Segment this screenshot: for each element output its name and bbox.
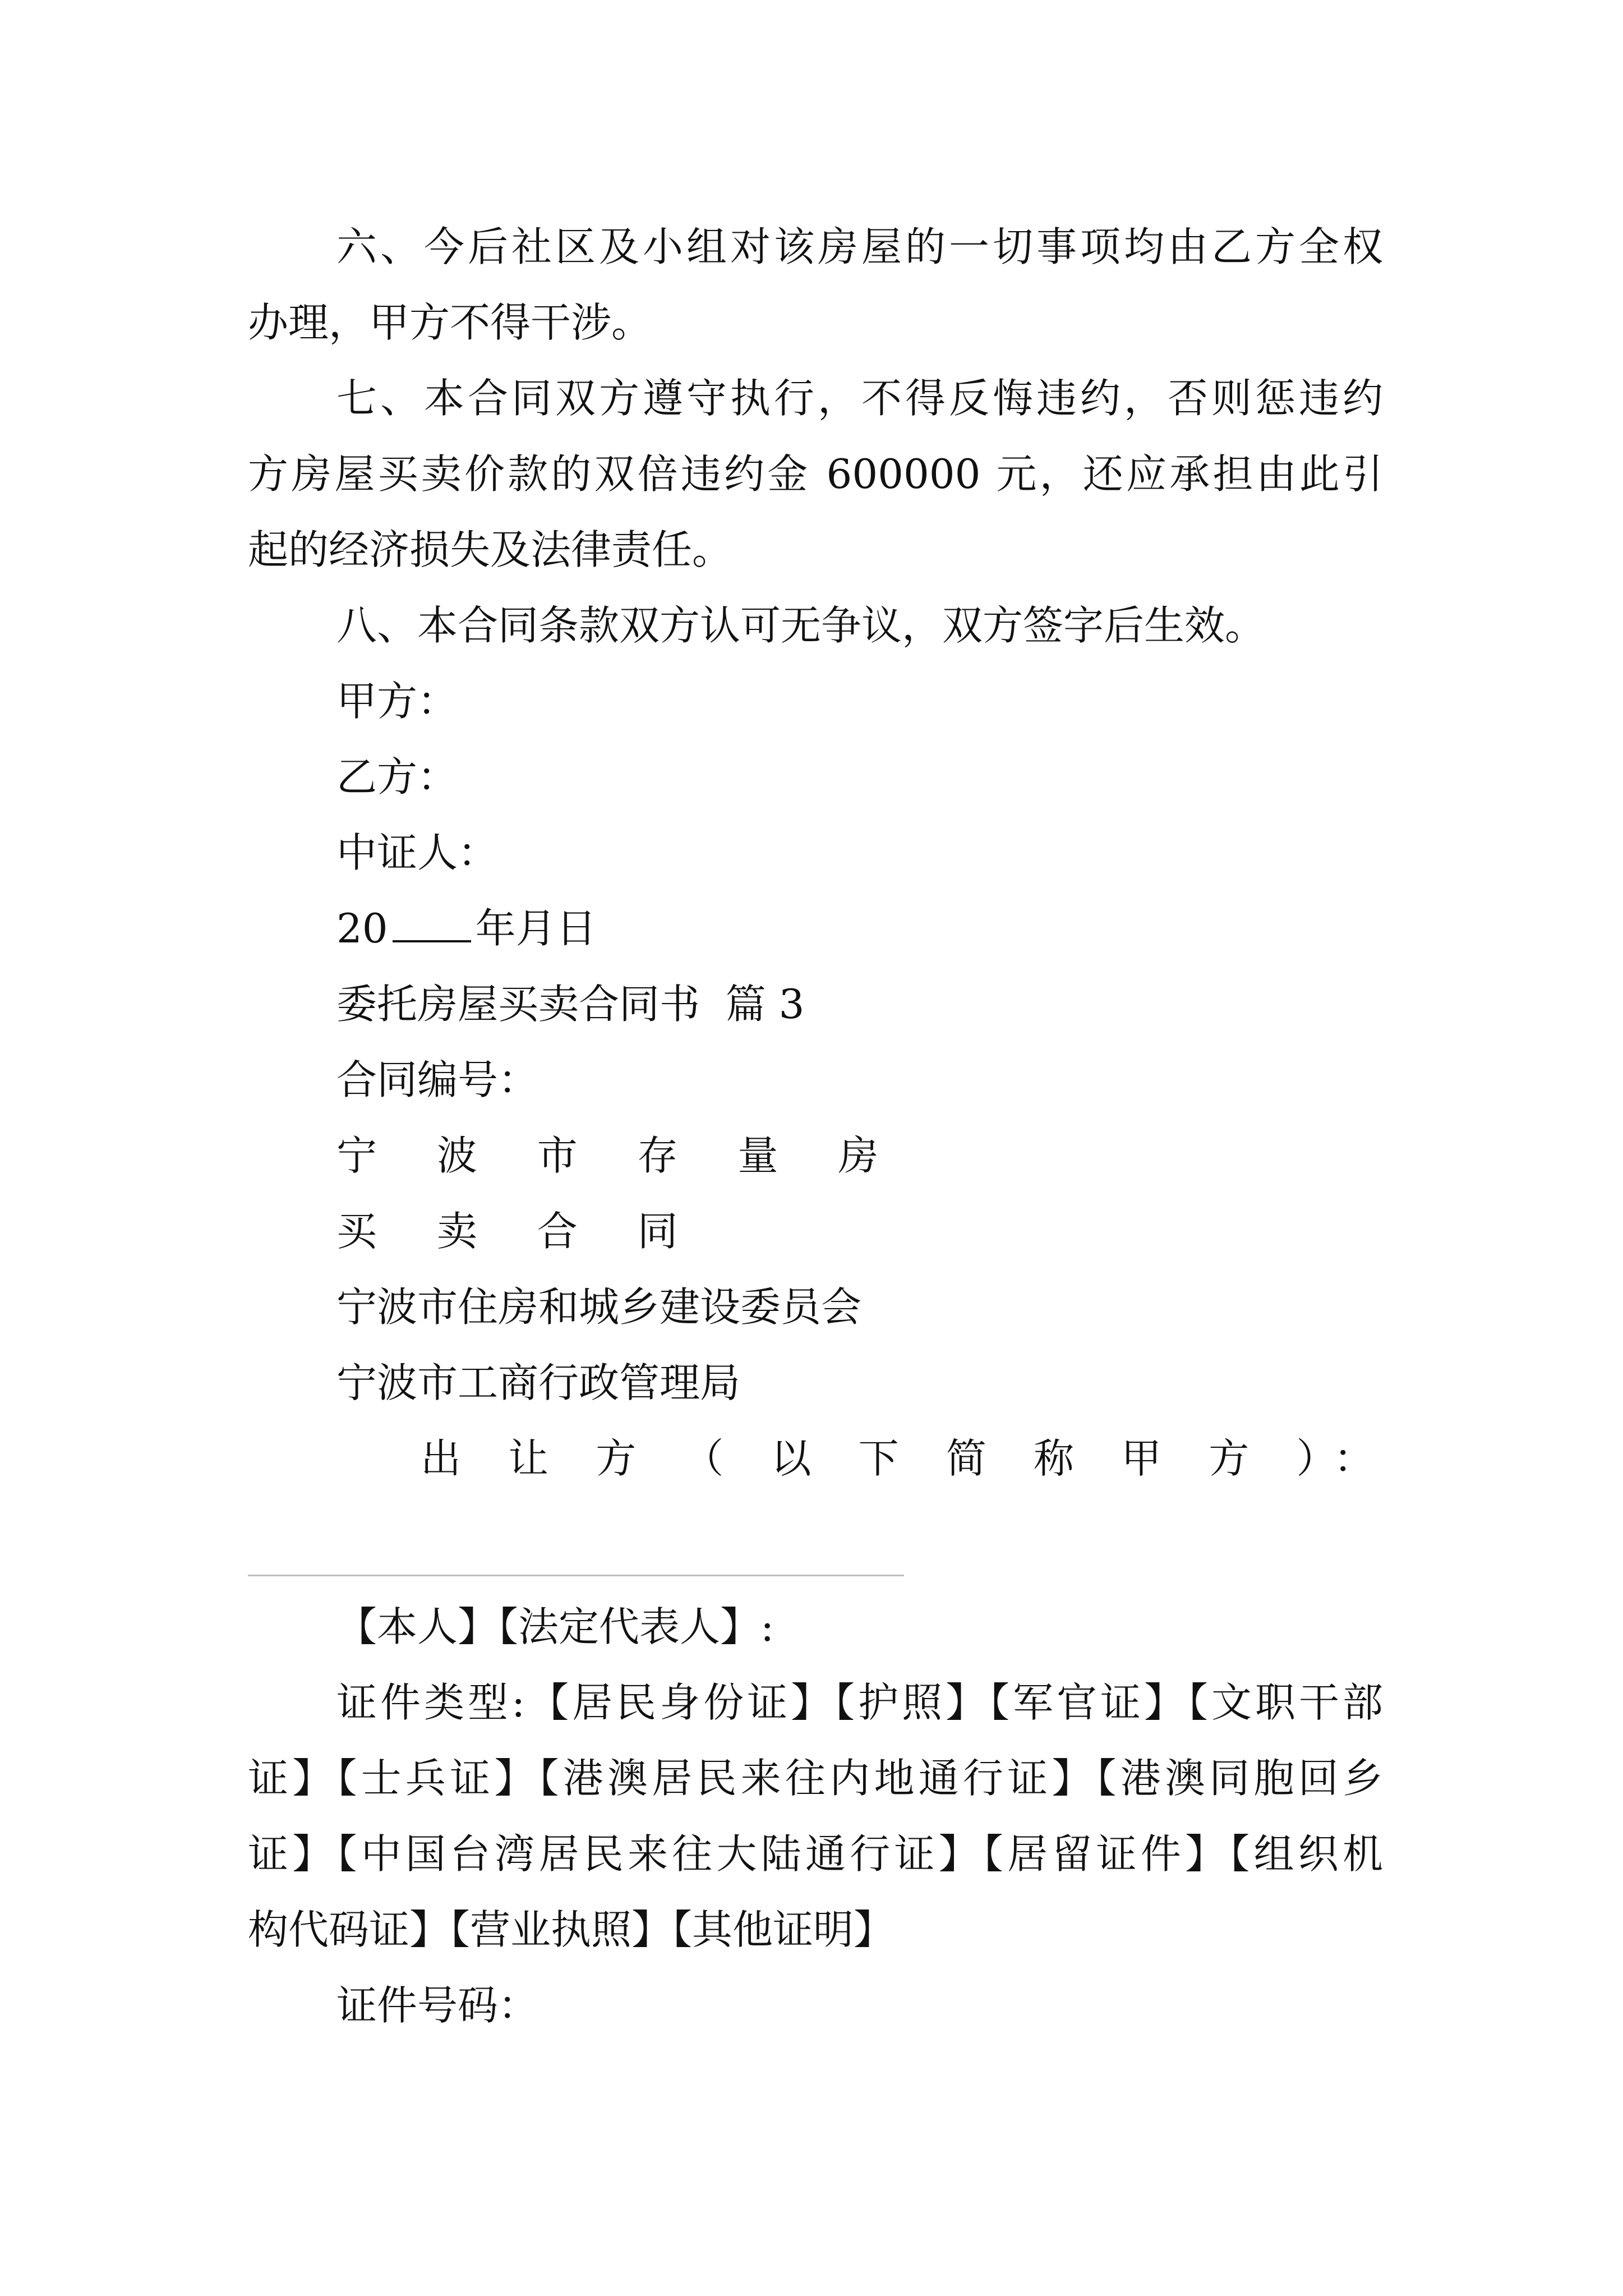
issuer-housing-committee: 宁波市住房和城乡建设委员会 [336, 1283, 862, 1331]
clause-6-line-2: 办理，甲方不得干涉。 [248, 299, 652, 346]
party-a-signature: 甲方： [336, 678, 458, 725]
witness-signature: 中证人： [336, 829, 499, 876]
party-b-signature: 乙方： [336, 753, 458, 800]
representative-options: 【本人】【法定代表人】: [336, 1603, 774, 1650]
cover-title-line-2: 买 卖 合 同 [336, 1208, 702, 1255]
id-type-line-3: 证】【中国台湾居民来往大陆通行证】【居留证件】【组织机 [248, 1830, 1383, 1878]
id-type-line-1: 证件类型:【居民身份证】【护照】【军官证】【文职干部 [336, 1679, 1383, 1726]
signing-date [336, 903, 597, 954]
id-type-line-4: 构代码证】【营业执照】【其他证明】 [248, 1906, 895, 1953]
clause-7-line-2: 方房屋买卖价款的双倍违约金 600000 元，还应承担由此引 [248, 450, 1383, 498]
seller-heading: 出 让 方 （ 以 下 简 称 甲 方 ）： [421, 1435, 1374, 1482]
clause-7-line-3: 起的经济损失及法律责任。 [248, 526, 733, 573]
date-month-day: 年月日 [475, 905, 597, 952]
issuer-commerce-bureau: 宁波市工商行政管理局 [336, 1359, 741, 1406]
date-year-blank [393, 905, 471, 942]
date-year-prefix: 20 [336, 905, 388, 952]
seller-name-underline [248, 1575, 904, 1576]
section-3-title: 委托房屋买卖合同书 篇 3 [336, 981, 805, 1028]
id-type-line-2: 证】【士兵证】【港澳居民来往内地通行证】【港澳同胞回乡 [248, 1755, 1383, 1802]
clause-7-line-1: 七、本合同双方遵守执行，不得反悔违约，否则惩违约 [336, 375, 1383, 422]
contract-number-label: 合同编号： [336, 1056, 539, 1103]
clause-6-line-1: 六、今后社区及小组对该房屋的一切事项均由乙方全权 [336, 223, 1383, 270]
cover-title-line-1: 宁 波 市 存 量 房 [336, 1132, 902, 1179]
id-number-label: 证件号码： [336, 1982, 539, 2029]
clause-8: 八、本合同条款双方认可无争议，双方签字后生效。 [336, 602, 1266, 649]
